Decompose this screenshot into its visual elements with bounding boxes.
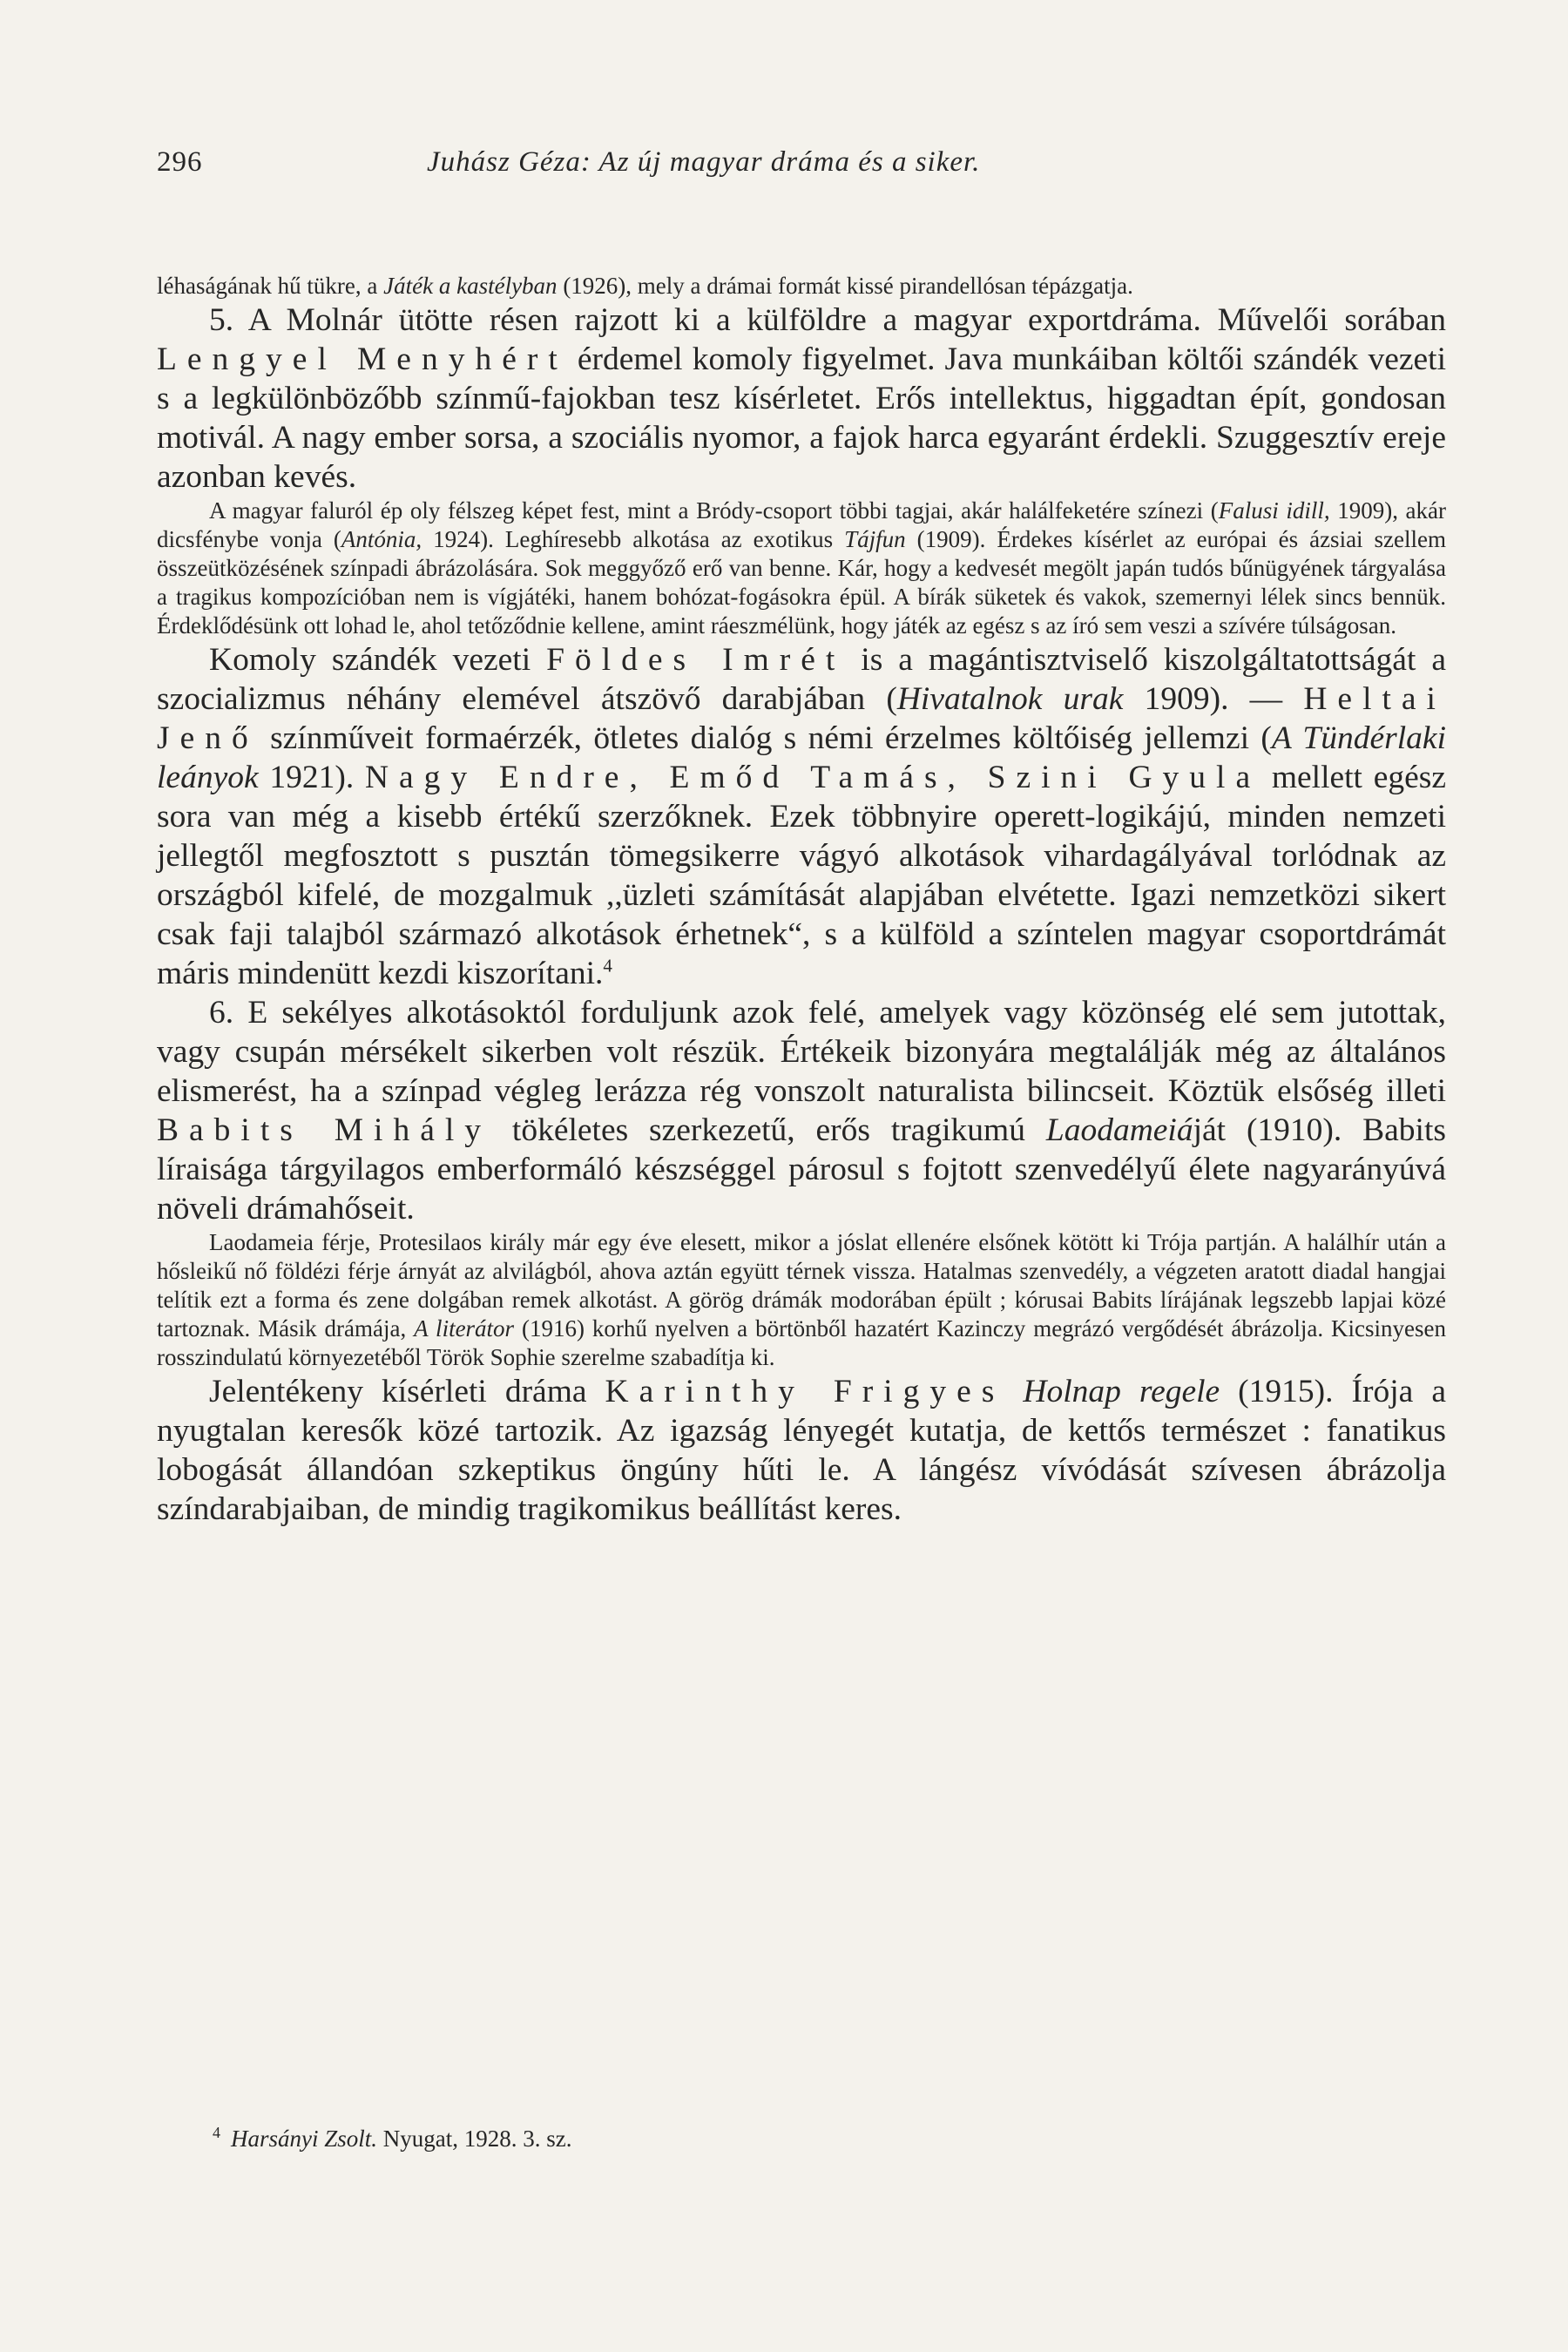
footnote-mark: 4	[213, 2124, 220, 2141]
text: 1921).	[258, 760, 365, 795]
text: Komoly szándék vezeti	[209, 642, 547, 678]
author-name: Lengyel Menyhért	[157, 341, 568, 377]
text: érdemel komoly figyelmet. Java munkáiban költői szándék vezeti s a legkülönbözőbb színmű-fajokban tesz kísérletet. Erős intellektus, higgadtan épít, gondosan motivál. A nagy ember sorsa, a szociális nyomor, a fajok harca egyaránt érdekli. Szuggesztív ereje azonban kevés.	[157, 341, 1446, 495]
text: (1915). Írója a nyugtalan keresők közé tartozik. Az igazság lényegét kutatja, de kettős természet : fanatikus lobogását állandóan szkeptikus öngúny hűti le. A lángész vívódását szívesen ábrázolja színdarabjaiban, de mindig tragikomikus beállítást keres.	[157, 1374, 1446, 1527]
text: ját (1910). Babits líraisága tárgyilagos emberformáló készséggel párosul s fojtott szenvedélyű élete nagyarányúvá növeli drámahőseit.	[157, 1112, 1446, 1227]
author-name: Nagy Endre, Emőd Tamás, Szini Gyula	[364, 760, 1261, 795]
text: léhaságának hű tükre, a	[157, 273, 384, 299]
text: mellett egész sora van még a kisebb értékű szerzőknek. Ezek többnyire operett-logikájú, minden nemzeti jellegtől megfosztott s pusztán tömegsikerre vágyó alkotások vihardagályával torlódnak az országból kifelé, de mozgalmuk ,,üzleti számítását alapjában elvétette. Igazi nemzetközi sikert csak faji talajból származó alkotások érhetnek“, s a külföld a színtelen magyar csoportdrámát máris mindenütt kezdi kiszorítani.	[157, 760, 1446, 991]
text: tökéletes szerkezetű, erős tragikumú	[491, 1112, 1046, 1148]
paragraph-continuation	[157, 272, 1446, 301]
text: (1926), mely a drámai formát kissé pirandellósan tépázgatja.	[557, 273, 1133, 299]
paragraph-small-laodameia	[157, 1228, 1446, 1372]
text: 5. A Molnár ütötte résen rajzott ki a külföldre a magyar exportdráma. Művelői sorában	[209, 302, 1446, 338]
paragraph-small-brody	[157, 497, 1446, 640]
author-name: Karinthy Frigyes	[605, 1374, 1005, 1409]
work-title: A Tündérlaki leányok	[157, 720, 1446, 795]
work-title: A literátor	[414, 1315, 515, 1342]
work-title: Tájfun	[844, 526, 906, 552]
text: (1909). Érdekes kísérlet az európai és ázsiai szellem összeütközésének színpadi ábrázolására. Sok meggyőző erő van benne. Kár, hogy a kedvesét megölt japán tudós bűnügyének tárgyalása a tragikus kompozícióban nem is vígjátéki, hanem bohózat-fogásokra épül. A bírák süketek és vakok, szemernyi lélek sincs bennük. Érdeklődésünk ott lohad le, ahol tetőződnie kellene, amint ráeszmélünk, hogy játék az egész s az író sem veszi a szívére túlságosan.	[157, 526, 1446, 639]
paragraph-section-5	[157, 301, 1446, 497]
paragraph-section-6	[157, 993, 1446, 1228]
work-title: Hivatalnok urak	[896, 681, 1124, 717]
text: 6. E sekélyes alkotásoktól forduljunk azok felé, amelyek vagy közönség elé sem jutottak, vagy csupán mérsékelt sikerben volt részük. Értékeik bizonyára megtalálják még az általános elismerést, ha a színpad végleg lerázza rég vonszolt naturalista bilincseit. Köztük elsőség illeti	[157, 995, 1446, 1109]
text: (1916) korhű nyelven a börtönből hazatért Kazinczy megrázó vergődését ábrázolja. Kicsinyesen rosszindulatú környezetéből Török Sophie szerelme szabadítja ki.	[157, 1315, 1446, 1370]
text: 1924). Leghíresebb alkotása az exotikus	[422, 526, 845, 552]
work-title: Laodameiá	[1045, 1112, 1193, 1148]
author-name: Heltai Jenő	[157, 681, 1446, 756]
work-title: Antónia,	[341, 526, 422, 552]
work-title: Játék a kastélyban	[383, 273, 558, 299]
page-number: 296	[157, 146, 203, 178]
work-title: Falusi idill,	[1218, 497, 1330, 524]
running-title: Juhász Géza: Az új magyar dráma és a siker.	[427, 146, 981, 178]
text	[1004, 1374, 1023, 1409]
text: Laodameia férje, Protesilaos király már egy éve elesett, mikor a jóslat ellenére elsőnek kötött ki Trója partján. A halálhír után a hősleikű nő földézi férje árnyát az alvilágból, ahova aztán együtt térnek vissza. Hatalmas szenvedély, a végzeten aratott diadal hangjai telítik ezt a forma és zene dolgában remek alkotást. A görög drámák modorában épült ; kórusai Babits lírájának legszebb lapjai közé tartoznak. Másik drámája,	[157, 1229, 1446, 1342]
footnote	[213, 2124, 1345, 2153]
text: 1909). —	[1123, 681, 1304, 717]
footnote-source: Nyugat, 1928. 3. sz.	[377, 2126, 572, 2152]
paragraph-foldes-heltai	[157, 640, 1446, 993]
page-body	[157, 272, 1446, 1529]
author-name: Babits Mihály	[157, 1112, 492, 1148]
text: is a magántisztviselő kiszolgáltatottságát a szocializmus néhány elemével átszövő darabjában (	[157, 642, 1446, 717]
footnote-reference[interactable]: 4	[603, 955, 612, 977]
author-name: Földes Imrét	[546, 642, 846, 678]
text: A magyar faluról ép oly félszeg képet fest, mint a Bródy-csoport többi tagjai, akár halálfeketére színezi (	[209, 497, 1219, 524]
text: Jelentékeny kísérleti dráma	[209, 1374, 605, 1409]
text: színműveit formaérzék, ötletes dialóg s némi érzelmes költőiség jellemzi (	[258, 720, 1272, 756]
work-title: Holnap regele	[1023, 1374, 1220, 1409]
text: 1909), akár dicsfénybe vonja (	[157, 497, 1446, 552]
footnote-author: Harsányi Zsolt.	[231, 2126, 378, 2152]
paragraph-karinthy	[157, 1372, 1446, 1529]
